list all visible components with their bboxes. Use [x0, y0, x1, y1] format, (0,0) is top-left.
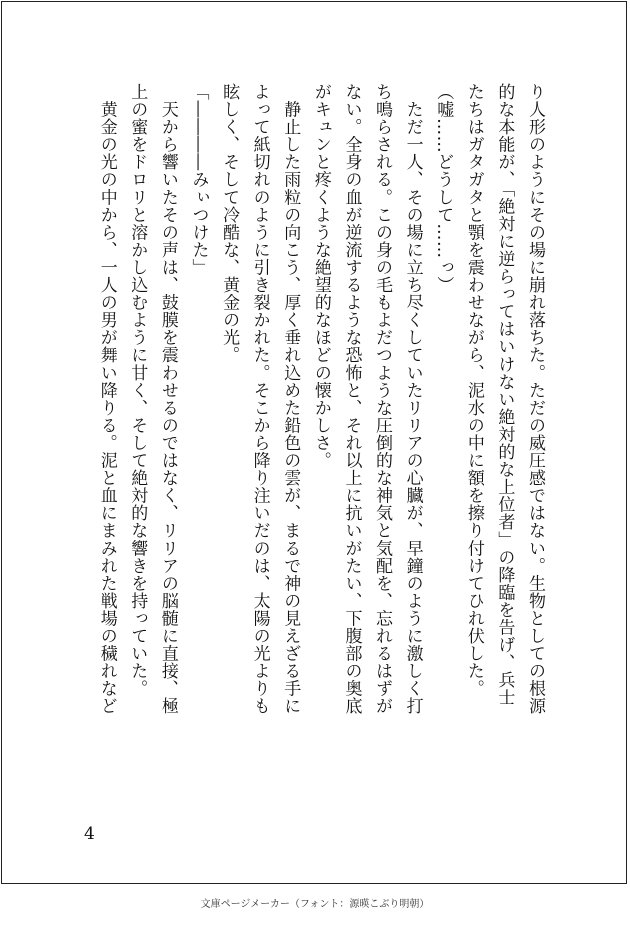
text-line: ない。全身の血が逆流するような恐怖と、それ以上に抗いがたい、下腹部の奥底 — [341, 83, 362, 715]
text-line: 天から響いたその声は、鼓膜を震わせるのではなく、リリアの脳髄に直接、極 — [157, 83, 178, 715]
text-line: よって紙切れのように引き裂かれた。そこから降り注いだのは、太陽の光よりも — [249, 83, 270, 715]
footer-caption: 文庫ページメーカー（フォント：源暎こぶり明朝） — [200, 899, 430, 910]
text-line: り人形のようにその場に崩れ落ちた。ただの威圧感ではない。生物としての根源 — [525, 83, 545, 715]
text-line: ただ一人、その場に立ち尽くしていたリリアの心臓が、早鐘のように激しく打 — [402, 83, 423, 715]
text-line: 上の蜜をドロリと溶かし込むように甘く、そして絶対的な響きを持っていた。 — [127, 83, 148, 698]
text-line: 静止した雨粒の向こう、厚く垂れ込めた鉛色の雲が、まるで神の見えざる手に — [280, 83, 301, 715]
book-page — [1, 1, 627, 884]
text-line: 黄金の光の中から、一人の男が舞い降りる。泥と血にまみれた戦場の穢れなど — [96, 83, 117, 715]
vertical-text-body — [91, 83, 550, 835]
text-line: 「――――みぃつけた」 — [188, 83, 209, 277]
page-number: 4 — [84, 824, 95, 844]
text-line: 的な本能が、「絶対に逆らってはいけない絶対的な上位者」の降臨を告げ、兵士 — [494, 83, 515, 707]
text-line: （嘘……どうして……っ） — [433, 83, 454, 294]
text-line: がキュンと疼くような絶望的なほどの懐かしさ。 — [310, 83, 331, 470]
text-line: ち鳴らされる。この身の毛もよだつような圧倒的な神気と気配を、忘れるはずが — [372, 83, 393, 715]
text-line: たちはガタガタと顎を震わせながら、泥水の中に額を擦り付けてひれ伏した。 — [463, 83, 484, 698]
text-line: 眩しく、そして冷酷な、黄金の光。 — [219, 83, 240, 364]
